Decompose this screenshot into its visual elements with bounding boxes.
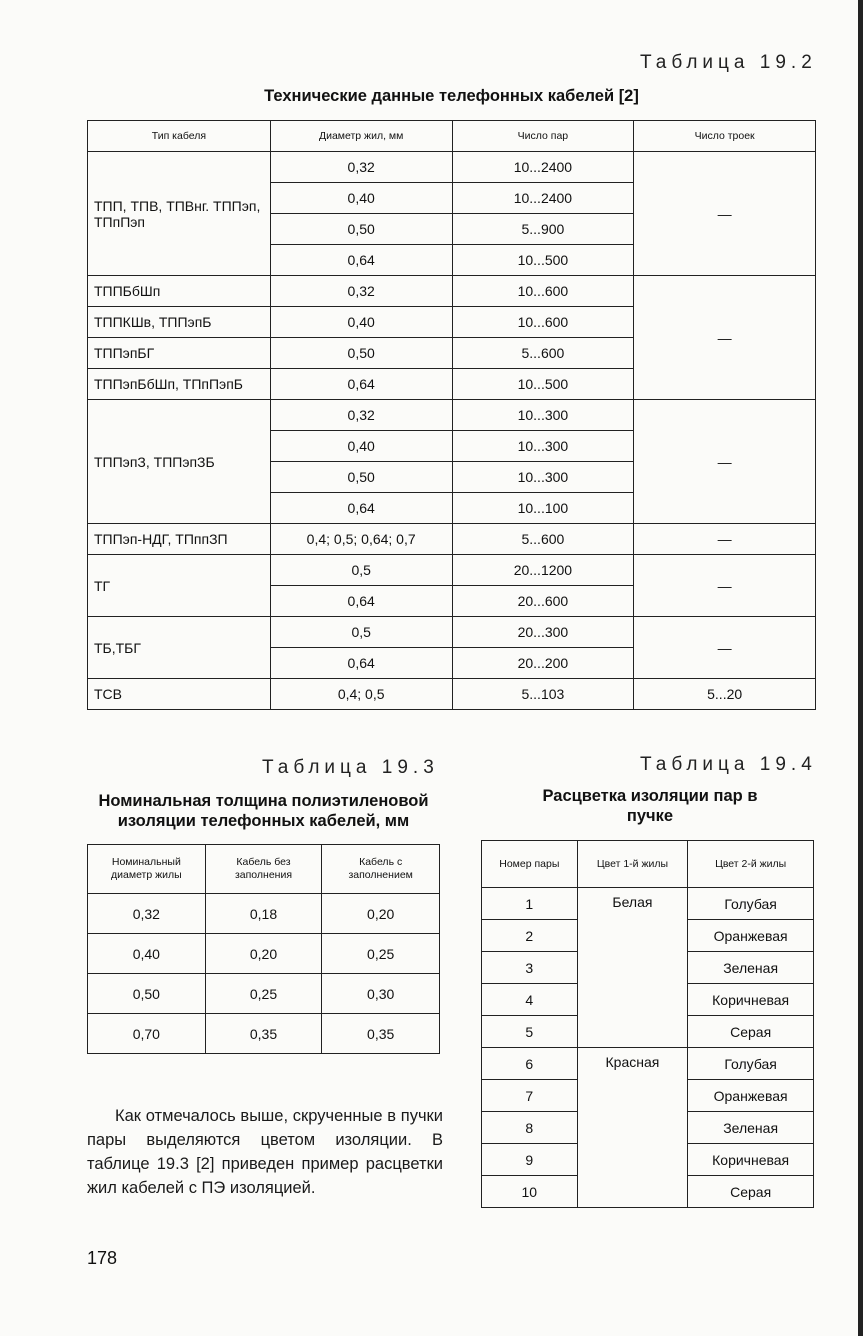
diameter-cell: 0,40	[270, 183, 452, 214]
cable-type-cell: ТППэпБбШп, ТПпПэпБ	[88, 369, 271, 400]
cable-type-cell: ТПП, ТПВ, ТПВнг. ТППэп, ТПпПэп	[88, 152, 271, 276]
header-unfilled-cable: Кабель без заполнения	[205, 845, 322, 894]
pair-number-cell: 1	[482, 888, 578, 920]
table-row	[88, 679, 816, 710]
diameter-cell: 0,5	[270, 617, 452, 648]
diameter-cell: 0,50	[88, 974, 206, 1014]
cable-type-cell: ТППэпБГ	[88, 338, 271, 369]
table-row	[88, 894, 440, 934]
pair-number-cell: 2	[482, 920, 578, 952]
unfilled-cell: 0,25	[205, 974, 322, 1014]
color2-cell: Зеленая	[688, 952, 814, 984]
pair-number-cell: 9	[482, 1144, 578, 1176]
pair-color-table	[481, 840, 814, 1208]
color1-cell: Белая	[577, 888, 688, 1048]
pairs-cell: 20...300	[452, 617, 634, 648]
pairs-cell: 10...100	[452, 493, 634, 524]
diameter-cell: 0,70	[88, 1014, 206, 1054]
header-pair-number: Номер пары	[482, 841, 578, 888]
pairs-cell: 10...300	[452, 400, 634, 431]
triples-cell: —	[634, 400, 816, 524]
triples-cell: —	[634, 276, 816, 400]
pairs-cell: 20...600	[452, 586, 634, 617]
table-row	[88, 1014, 440, 1054]
diameter-cell: 0,40	[270, 307, 452, 338]
table-row	[88, 524, 816, 555]
pair-number-cell: 5	[482, 1016, 578, 1048]
header-color-2: Цвет 2-й жилы	[688, 841, 814, 888]
table-19-2-label: Таблица 19.2	[640, 52, 817, 73]
pairs-cell: 10...300	[452, 431, 634, 462]
cable-type-cell: ТППКШв, ТППэпБ	[88, 307, 271, 338]
diameter-cell: 0,64	[270, 586, 452, 617]
diameter-cell: 0,4; 0,5; 0,64; 0,7	[270, 524, 452, 555]
table-row	[88, 152, 816, 183]
pair-number-cell: 6	[482, 1048, 578, 1080]
header-filled-cable: Кабель с заполнением	[322, 845, 440, 894]
table-19-3-title: Номинальная толщина полиэтиленовой изоляции телефонных кабелей, мм	[98, 792, 429, 830]
table-row	[88, 934, 440, 974]
diameter-cell: 0,32	[270, 400, 452, 431]
cable-type-cell: ТППэп-НДГ, ТПппЗП	[88, 524, 271, 555]
pairs-cell: 5...600	[452, 338, 634, 369]
filled-cell: 0,20	[322, 894, 440, 934]
diameter-cell: 0,32	[88, 894, 206, 934]
pairs-cell: 20...1200	[452, 555, 634, 586]
pairs-cell: 10...600	[452, 276, 634, 307]
triples-cell: —	[634, 555, 816, 617]
diameter-cell: 0,64	[270, 648, 452, 679]
scan-edge	[858, 0, 863, 1336]
table-header-row	[88, 121, 816, 152]
header-diameter: Диаметр жил, мм	[270, 121, 452, 152]
table-19-2-title: Технические данные телефонных кабелей [2]	[264, 87, 639, 105]
pair-number-cell: 8	[482, 1112, 578, 1144]
pairs-cell: 5...900	[452, 214, 634, 245]
diameter-cell: 0,40	[88, 934, 206, 974]
cable-specs-table	[87, 120, 816, 710]
triples-cell: 5...20	[634, 679, 816, 710]
filled-cell: 0,30	[322, 974, 440, 1014]
table-row	[482, 1048, 814, 1080]
body-paragraph: Как отмечалось выше, скрученные в пучки пары выделяются цветом изоляции. В таблице 19.3 [2] приведен пример расцветки жил кабелей с ПЭ изоляцией.	[87, 1107, 443, 1197]
table-row	[88, 555, 816, 586]
header-pairs: Число пар	[452, 121, 634, 152]
table-row	[88, 276, 816, 307]
diameter-cell: 0,50	[270, 338, 452, 369]
table-header-row	[88, 845, 440, 894]
header-color-1: Цвет 1-й жилы	[577, 841, 688, 888]
cable-type-cell: ТБ,ТБГ	[88, 617, 271, 679]
unfilled-cell: 0,18	[205, 894, 322, 934]
diameter-cell: 0,50	[270, 462, 452, 493]
pairs-cell: 5...103	[452, 679, 634, 710]
table-row	[88, 400, 816, 431]
color2-cell: Оранжевая	[688, 1080, 814, 1112]
table-19-4-label: Таблица 19.4	[640, 754, 817, 775]
diameter-cell: 0,64	[270, 493, 452, 524]
diameter-cell: 0,64	[270, 369, 452, 400]
color2-cell: Серая	[688, 1016, 814, 1048]
pairs-cell: 10...300	[452, 462, 634, 493]
pair-number-cell: 4	[482, 984, 578, 1016]
pairs-cell: 10...600	[452, 307, 634, 338]
diameter-cell: 0,50	[270, 214, 452, 245]
diameter-cell: 0,4; 0,5	[270, 679, 452, 710]
header-cable-type: Тип кабеля	[88, 121, 271, 152]
header-nominal-diameter: Номинальный диаметр жилы	[88, 845, 206, 894]
triples-cell: —	[634, 617, 816, 679]
table-header-row	[482, 841, 814, 888]
page-number: 178	[87, 1248, 118, 1268]
triples-cell: —	[634, 152, 816, 276]
pairs-cell: 20...200	[452, 648, 634, 679]
cable-type-cell: ТГ	[88, 555, 271, 617]
cable-type-cell: ТППБбШп	[88, 276, 271, 307]
color2-cell: Коричневая	[688, 1144, 814, 1176]
table-row	[88, 617, 816, 648]
cable-type-cell: ТСВ	[88, 679, 271, 710]
pairs-cell: 10...2400	[452, 183, 634, 214]
diameter-cell: 0,40	[270, 431, 452, 462]
pairs-cell: 10...500	[452, 369, 634, 400]
color2-cell: Коричневая	[688, 984, 814, 1016]
insulation-thickness-table	[87, 844, 440, 1054]
diameter-cell: 0,32	[270, 152, 452, 183]
diameter-cell: 0,64	[270, 245, 452, 276]
table-row	[482, 888, 814, 920]
pairs-cell: 5...600	[452, 524, 634, 555]
table-19-4-title: Расцветка изоляции пар в пучке	[542, 787, 758, 825]
filled-cell: 0,35	[322, 1014, 440, 1054]
cable-type-cell: ТППэпЗ, ТППэпЗБ	[88, 400, 271, 524]
pair-number-cell: 7	[482, 1080, 578, 1112]
pairs-cell: 10...2400	[452, 152, 634, 183]
unfilled-cell: 0,35	[205, 1014, 322, 1054]
color1-cell: Красная	[577, 1048, 688, 1208]
pairs-cell: 10...500	[452, 245, 634, 276]
table-row	[88, 974, 440, 1014]
color2-cell: Голубая	[688, 1048, 814, 1080]
pair-number-cell: 10	[482, 1176, 578, 1208]
table-19-3-label: Таблица 19.3	[262, 757, 439, 778]
filled-cell: 0,25	[322, 934, 440, 974]
color2-cell: Голубая	[688, 888, 814, 920]
color2-cell: Оранжевая	[688, 920, 814, 952]
color2-cell: Серая	[688, 1176, 814, 1208]
unfilled-cell: 0,20	[205, 934, 322, 974]
diameter-cell: 0,32	[270, 276, 452, 307]
color2-cell: Зеленая	[688, 1112, 814, 1144]
diameter-cell: 0,5	[270, 555, 452, 586]
triples-cell: —	[634, 524, 816, 555]
header-triples: Число троек	[634, 121, 816, 152]
pair-number-cell: 3	[482, 952, 578, 984]
